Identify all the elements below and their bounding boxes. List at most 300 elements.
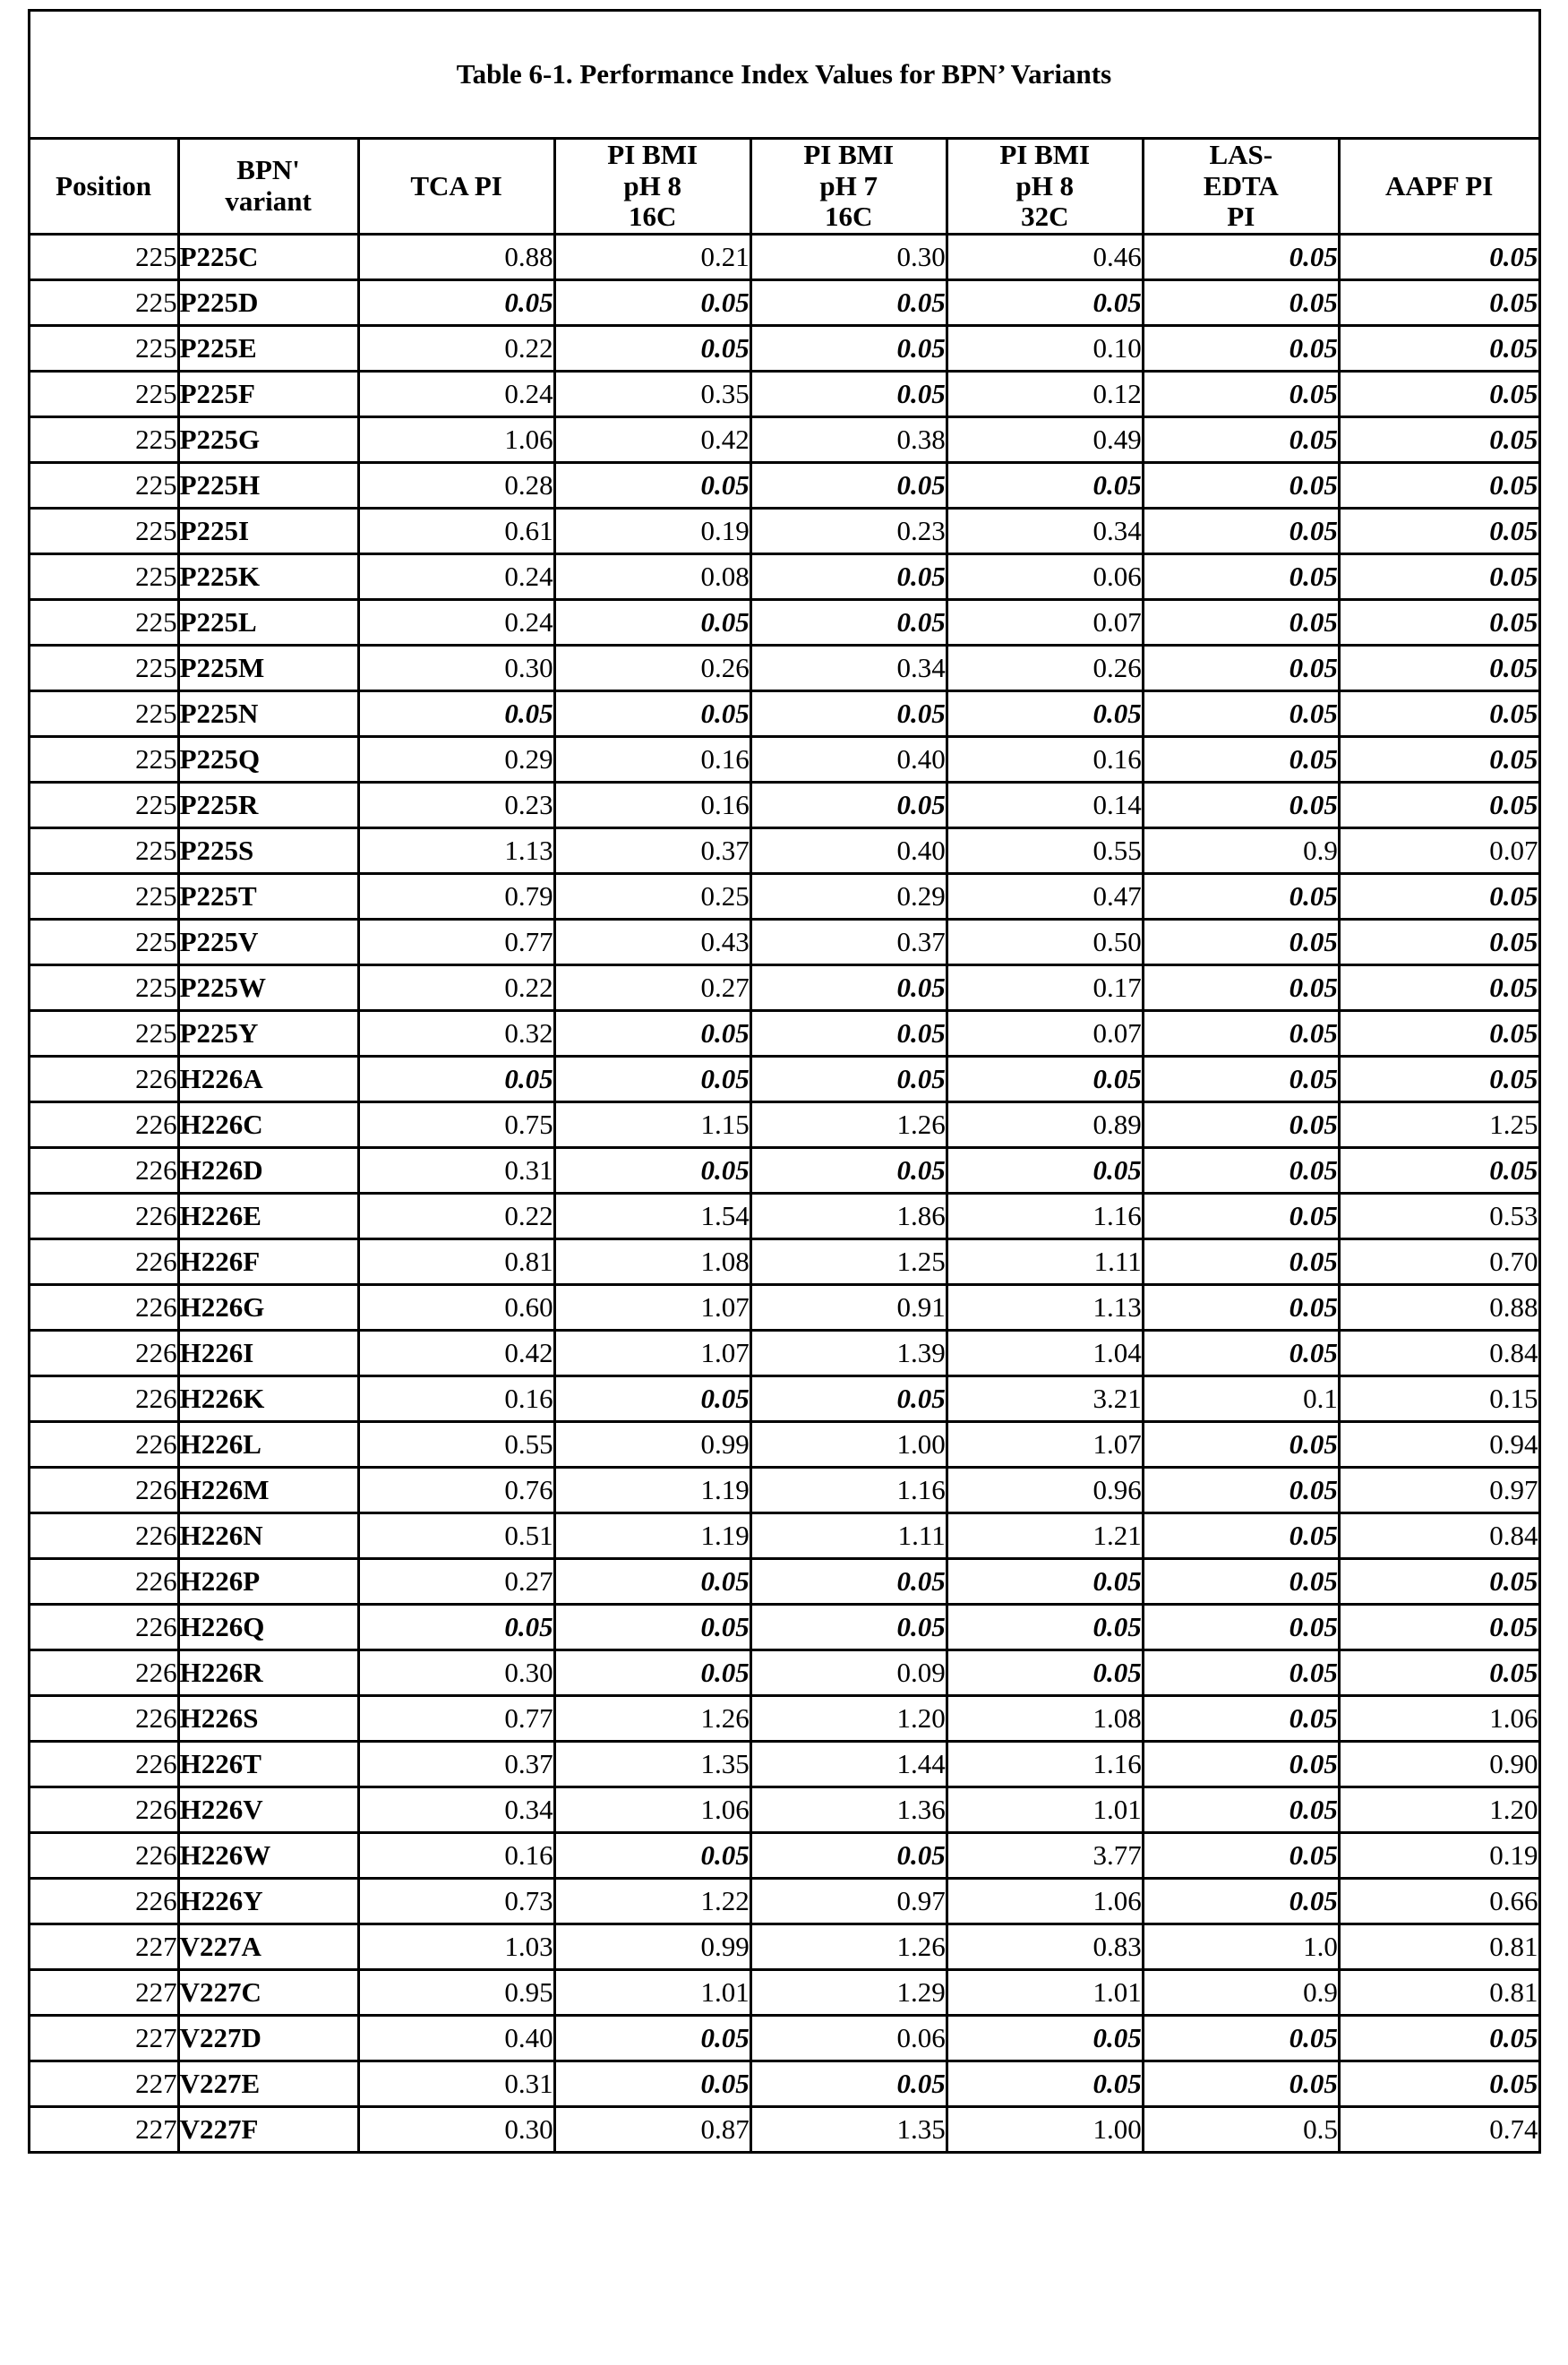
cell-position: 226 bbox=[29, 1331, 178, 1376]
cell-value: 0.05 bbox=[750, 463, 947, 509]
cell-value: 0.81 bbox=[1339, 1924, 1539, 1970]
cell-value: 1.06 bbox=[1339, 1696, 1539, 1742]
cell-value: 1.16 bbox=[750, 1468, 947, 1513]
table-row bbox=[29, 646, 1539, 691]
cell-value: 0.24 bbox=[358, 372, 554, 417]
cell-value: 0.05 bbox=[1339, 874, 1539, 920]
cell-value: 0.05 bbox=[947, 691, 1143, 737]
column-header-line: PI bbox=[1227, 201, 1255, 233]
cell-value: 0.05 bbox=[554, 1148, 750, 1194]
cell-value: 0.77 bbox=[358, 920, 554, 965]
cell-value: 0.1 bbox=[1143, 1376, 1339, 1422]
cell-variant: P225T bbox=[178, 874, 358, 920]
cell-value: 0.24 bbox=[358, 600, 554, 646]
table-row bbox=[29, 1239, 1539, 1285]
cell-variant: H226G bbox=[178, 1285, 358, 1331]
cell-value: 0.99 bbox=[554, 1924, 750, 1970]
cell-value: 0.77 bbox=[358, 1696, 554, 1742]
cell-value: 0.05 bbox=[1143, 1696, 1339, 1742]
cell-position: 226 bbox=[29, 1285, 178, 1331]
cell-variant: H226F bbox=[178, 1239, 358, 1285]
cell-value: 0.06 bbox=[947, 554, 1143, 600]
cell-value: 0.75 bbox=[358, 1102, 554, 1148]
table-row bbox=[29, 1194, 1539, 1239]
cell-value: 1.36 bbox=[750, 1787, 947, 1833]
cell-variant: P225N bbox=[178, 691, 358, 737]
cell-value: 0.05 bbox=[554, 1376, 750, 1422]
cell-position: 226 bbox=[29, 1239, 178, 1285]
cell-variant: H226V bbox=[178, 1787, 358, 1833]
table-row bbox=[29, 1102, 1539, 1148]
cell-value: 0.88 bbox=[1339, 1285, 1539, 1331]
table-row bbox=[29, 372, 1539, 417]
cell-value: 0.26 bbox=[554, 646, 750, 691]
cell-value: 0.05 bbox=[947, 280, 1143, 326]
cell-value: 0.05 bbox=[1339, 417, 1539, 463]
cell-value: 0.21 bbox=[554, 235, 750, 280]
cell-variant: H226D bbox=[178, 1148, 358, 1194]
table-row bbox=[29, 1787, 1539, 1833]
cell-value: 0.70 bbox=[1339, 1239, 1539, 1285]
cell-variant: H226Q bbox=[178, 1605, 358, 1650]
table-row bbox=[29, 828, 1539, 874]
column-header-1 bbox=[178, 139, 358, 235]
cell-variant: H226L bbox=[178, 1422, 358, 1468]
column-header-line: PI BMI bbox=[999, 139, 1091, 170]
column-header-line: TCA PI bbox=[410, 169, 502, 201]
cell-value: 0.05 bbox=[1143, 235, 1339, 280]
cell-position: 225 bbox=[29, 965, 178, 1011]
cell-position: 227 bbox=[29, 1970, 178, 2016]
cell-value: 0.05 bbox=[1339, 1650, 1539, 1696]
cell-value: 1.15 bbox=[554, 1102, 750, 1148]
cell-variant: V227D bbox=[178, 2016, 358, 2061]
cell-value: 0.05 bbox=[1339, 920, 1539, 965]
cell-value: 0.05 bbox=[1143, 463, 1339, 509]
cell-variant: H226P bbox=[178, 1559, 358, 1605]
cell-value: 0.05 bbox=[1339, 554, 1539, 600]
cell-variant: P225G bbox=[178, 417, 358, 463]
cell-value: 0.05 bbox=[947, 1057, 1143, 1102]
table-row bbox=[29, 1696, 1539, 1742]
cell-value: 0.83 bbox=[947, 1924, 1143, 1970]
cell-value: 0.05 bbox=[1143, 1422, 1339, 1468]
table-row bbox=[29, 1285, 1539, 1331]
cell-position: 226 bbox=[29, 1879, 178, 1924]
cell-value: 0.05 bbox=[1143, 2061, 1339, 2107]
cell-value: 0.99 bbox=[554, 1422, 750, 1468]
cell-value: 0.05 bbox=[1143, 326, 1339, 372]
cell-value: 0.05 bbox=[750, 1833, 947, 1879]
cell-value: 0.07 bbox=[947, 600, 1143, 646]
cell-value: 0.05 bbox=[1143, 1468, 1339, 1513]
cell-value: 1.00 bbox=[947, 2107, 1143, 2153]
cell-value: 1.35 bbox=[750, 2107, 947, 2153]
cell-value: 1.19 bbox=[554, 1513, 750, 1559]
cell-value: 1.11 bbox=[947, 1239, 1143, 1285]
cell-value: 0.05 bbox=[1339, 1559, 1539, 1605]
cell-value: 0.43 bbox=[554, 920, 750, 965]
table-row bbox=[29, 1879, 1539, 1924]
cell-variant: P225D bbox=[178, 280, 358, 326]
cell-value: 1.29 bbox=[750, 1970, 947, 2016]
cell-value: 0.05 bbox=[1143, 1011, 1339, 1057]
cell-value: 0.30 bbox=[358, 2107, 554, 2153]
cell-value: 0.29 bbox=[358, 737, 554, 783]
cell-value: 0.05 bbox=[1143, 2016, 1339, 2061]
cell-value: 0.05 bbox=[1143, 1513, 1339, 1559]
cell-position: 225 bbox=[29, 509, 178, 554]
cell-variant: H226S bbox=[178, 1696, 358, 1742]
cell-position: 226 bbox=[29, 1102, 178, 1148]
table-row bbox=[29, 326, 1539, 372]
cell-position: 225 bbox=[29, 417, 178, 463]
cell-value: 0.05 bbox=[1143, 1102, 1339, 1148]
cell-value: 0.05 bbox=[750, 1057, 947, 1102]
table-row bbox=[29, 783, 1539, 828]
column-header-2 bbox=[358, 139, 554, 235]
cell-value: 0.87 bbox=[554, 2107, 750, 2153]
column-header-6 bbox=[1143, 139, 1339, 235]
cell-value: 0.05 bbox=[1143, 280, 1339, 326]
cell-position: 225 bbox=[29, 737, 178, 783]
cell-value: 0.16 bbox=[358, 1833, 554, 1879]
cell-value: 0.31 bbox=[358, 2061, 554, 2107]
table-row bbox=[29, 1057, 1539, 1102]
cell-value: 0.5 bbox=[1143, 2107, 1339, 2153]
cell-value: 0.05 bbox=[750, 1605, 947, 1650]
table-row bbox=[29, 1833, 1539, 1879]
cell-value: 0.05 bbox=[1339, 691, 1539, 737]
cell-value: 0.34 bbox=[750, 646, 947, 691]
cell-variant: H226Y bbox=[178, 1879, 358, 1924]
column-header-line: EDTA bbox=[1203, 169, 1279, 201]
cell-value: 0.37 bbox=[750, 920, 947, 965]
cell-value: 1.16 bbox=[947, 1194, 1143, 1239]
cell-value: 0.46 bbox=[947, 235, 1143, 280]
cell-position: 226 bbox=[29, 1742, 178, 1787]
column-header-line: pH 8 bbox=[1015, 169, 1075, 201]
table-row bbox=[29, 1559, 1539, 1605]
cell-variant: P225S bbox=[178, 828, 358, 874]
table-row bbox=[29, 1924, 1539, 1970]
column-header-line: BPN' bbox=[236, 154, 300, 186]
cell-value: 0.05 bbox=[1143, 1148, 1339, 1194]
cell-value: 0.05 bbox=[1143, 1742, 1339, 1787]
cell-value: 0.05 bbox=[358, 280, 554, 326]
cell-value: 1.07 bbox=[554, 1285, 750, 1331]
cell-position: 227 bbox=[29, 2061, 178, 2107]
cell-value: 0.05 bbox=[1339, 326, 1539, 372]
cell-value: 0.05 bbox=[1143, 1650, 1339, 1696]
cell-value: 1.25 bbox=[750, 1239, 947, 1285]
cell-value: 0.05 bbox=[750, 783, 947, 828]
cell-value: 0.05 bbox=[358, 1057, 554, 1102]
cell-value: 0.27 bbox=[554, 965, 750, 1011]
cell-position: 225 bbox=[29, 463, 178, 509]
column-header-line: 16C bbox=[825, 201, 873, 233]
cell-value: 0.79 bbox=[358, 874, 554, 920]
cell-value: 0.38 bbox=[750, 417, 947, 463]
cell-value: 0.05 bbox=[750, 280, 947, 326]
cell-value: 0.84 bbox=[1339, 1331, 1539, 1376]
cell-value: 0.05 bbox=[1143, 691, 1339, 737]
cell-value: 0.81 bbox=[358, 1239, 554, 1285]
cell-position: 226 bbox=[29, 1513, 178, 1559]
cell-value: 1.13 bbox=[947, 1285, 1143, 1331]
cell-position: 226 bbox=[29, 1559, 178, 1605]
cell-position: 225 bbox=[29, 326, 178, 372]
cell-value: 0.24 bbox=[358, 554, 554, 600]
cell-value: 0.05 bbox=[1339, 1057, 1539, 1102]
cell-value: 1.22 bbox=[554, 1879, 750, 1924]
table-row bbox=[29, 1376, 1539, 1422]
cell-value: 0.23 bbox=[750, 509, 947, 554]
column-header-line: variant bbox=[225, 185, 312, 218]
cell-value: 1.86 bbox=[750, 1194, 947, 1239]
cell-value: 0.35 bbox=[554, 372, 750, 417]
cell-variant: H226I bbox=[178, 1331, 358, 1376]
cell-value: 0.05 bbox=[1339, 372, 1539, 417]
cell-value: 0.05 bbox=[1143, 1605, 1339, 1650]
cell-value: 0.95 bbox=[358, 1970, 554, 2016]
column-header-0 bbox=[29, 139, 178, 235]
cell-value: 0.90 bbox=[1339, 1742, 1539, 1787]
cell-variant: H226E bbox=[178, 1194, 358, 1239]
cell-position: 225 bbox=[29, 1011, 178, 1057]
cell-value: 0.05 bbox=[947, 1605, 1143, 1650]
cell-value: 1.26 bbox=[750, 1924, 947, 1970]
cell-position: 225 bbox=[29, 554, 178, 600]
column-header-line: 32C bbox=[1021, 201, 1069, 233]
cell-value: 0.05 bbox=[554, 2016, 750, 2061]
cell-position: 226 bbox=[29, 1833, 178, 1879]
cell-value: 0.07 bbox=[947, 1011, 1143, 1057]
cell-value: 0.05 bbox=[750, 965, 947, 1011]
cell-variant: V227C bbox=[178, 1970, 358, 2016]
cell-position: 226 bbox=[29, 1696, 178, 1742]
cell-value: 1.0 bbox=[1143, 1924, 1339, 1970]
cell-value: 0.05 bbox=[1143, 1559, 1339, 1605]
column-header-line: 16C bbox=[628, 201, 677, 233]
cell-value: 0.42 bbox=[358, 1331, 554, 1376]
column-header-line: LAS- bbox=[1209, 139, 1273, 170]
cell-value: 0.05 bbox=[554, 1833, 750, 1879]
cell-position: 227 bbox=[29, 1924, 178, 1970]
table-row bbox=[29, 235, 1539, 280]
cell-value: 0.05 bbox=[554, 1559, 750, 1605]
cell-value: 0.05 bbox=[554, 280, 750, 326]
cell-value: 0.30 bbox=[358, 1650, 554, 1696]
cell-value: 0.05 bbox=[1339, 1148, 1539, 1194]
table-row bbox=[29, 1605, 1539, 1650]
cell-value: 1.35 bbox=[554, 1742, 750, 1787]
cell-value: 1.54 bbox=[554, 1194, 750, 1239]
table-title-row bbox=[29, 11, 1539, 139]
cell-value: 1.26 bbox=[750, 1102, 947, 1148]
cell-variant: P225E bbox=[178, 326, 358, 372]
cell-value: 0.05 bbox=[750, 691, 947, 737]
cell-value: 1.11 bbox=[750, 1513, 947, 1559]
cell-value: 0.50 bbox=[947, 920, 1143, 965]
cell-value: 0.61 bbox=[358, 509, 554, 554]
cell-value: 0.55 bbox=[947, 828, 1143, 874]
column-header-3 bbox=[554, 139, 750, 235]
column-header-line: pH 7 bbox=[819, 169, 878, 201]
cell-variant: P225R bbox=[178, 783, 358, 828]
cell-value: 0.37 bbox=[358, 1742, 554, 1787]
table-row bbox=[29, 2016, 1539, 2061]
cell-value: 0.73 bbox=[358, 1879, 554, 1924]
cell-value: 0.26 bbox=[947, 646, 1143, 691]
cell-value: 0.05 bbox=[750, 326, 947, 372]
cell-value: 0.97 bbox=[1339, 1468, 1539, 1513]
cell-value: 0.05 bbox=[554, 1057, 750, 1102]
cell-variant: H226C bbox=[178, 1102, 358, 1148]
cell-position: 225 bbox=[29, 235, 178, 280]
cell-variant: H226A bbox=[178, 1057, 358, 1102]
cell-value: 0.05 bbox=[1143, 1057, 1339, 1102]
cell-value: 0.76 bbox=[358, 1468, 554, 1513]
cell-value: 0.05 bbox=[554, 691, 750, 737]
cell-value: 0.89 bbox=[947, 1102, 1143, 1148]
cell-value: 0.51 bbox=[358, 1513, 554, 1559]
table-row bbox=[29, 509, 1539, 554]
cell-value: 0.81 bbox=[1339, 1970, 1539, 2016]
column-header-7 bbox=[1339, 139, 1539, 235]
cell-value: 0.12 bbox=[947, 372, 1143, 417]
cell-value: 0.05 bbox=[358, 1605, 554, 1650]
column-header-line: AAPF PI bbox=[1385, 169, 1494, 201]
cell-value: 0.16 bbox=[947, 737, 1143, 783]
cell-value: 0.55 bbox=[358, 1422, 554, 1468]
cell-value: 0.15 bbox=[1339, 1376, 1539, 1422]
cell-value: 0.25 bbox=[554, 874, 750, 920]
cell-value: 0.17 bbox=[947, 965, 1143, 1011]
cell-variant: P225K bbox=[178, 554, 358, 600]
cell-value: 0.09 bbox=[750, 1650, 947, 1696]
cell-variant: P225W bbox=[178, 965, 358, 1011]
cell-value: 1.06 bbox=[554, 1787, 750, 1833]
cell-value: 1.07 bbox=[947, 1422, 1143, 1468]
cell-value: 0.84 bbox=[1339, 1513, 1539, 1559]
cell-value: 0.05 bbox=[1143, 783, 1339, 828]
cell-position: 225 bbox=[29, 920, 178, 965]
table-row bbox=[29, 1513, 1539, 1559]
cell-value: 0.16 bbox=[554, 737, 750, 783]
cell-value: 3.77 bbox=[947, 1833, 1143, 1879]
cell-value: 0.9 bbox=[1143, 828, 1339, 874]
cell-value: 1.25 bbox=[1339, 1102, 1539, 1148]
table-row bbox=[29, 874, 1539, 920]
cell-value: 0.16 bbox=[554, 783, 750, 828]
cell-value: 0.40 bbox=[358, 2016, 554, 2061]
table-row bbox=[29, 2061, 1539, 2107]
cell-variant: P225F bbox=[178, 372, 358, 417]
cell-value: 0.05 bbox=[1339, 965, 1539, 1011]
cell-value: 0.05 bbox=[947, 2061, 1143, 2107]
cell-value: 0.05 bbox=[1339, 783, 1539, 828]
cell-value: 0.05 bbox=[947, 2016, 1143, 2061]
cell-value: 1.21 bbox=[947, 1513, 1143, 1559]
cell-value: 1.07 bbox=[554, 1331, 750, 1376]
cell-value: 0.05 bbox=[1143, 874, 1339, 920]
column-header-line: PI BMI bbox=[803, 139, 895, 170]
cell-value: 0.05 bbox=[358, 691, 554, 737]
cell-value: 0.96 bbox=[947, 1468, 1143, 1513]
cell-value: 0.29 bbox=[750, 874, 947, 920]
cell-position: 226 bbox=[29, 1650, 178, 1696]
column-header-5 bbox=[947, 139, 1143, 235]
table-row bbox=[29, 1970, 1539, 2016]
table-row bbox=[29, 554, 1539, 600]
cell-variant: P225H bbox=[178, 463, 358, 509]
cell-value: 1.16 bbox=[947, 1742, 1143, 1787]
table-row bbox=[29, 1331, 1539, 1376]
cell-value: 0.74 bbox=[1339, 2107, 1539, 2153]
cell-value: 0.22 bbox=[358, 1194, 554, 1239]
cell-value: 0.05 bbox=[1143, 1331, 1339, 1376]
cell-value: 0.05 bbox=[554, 1011, 750, 1057]
cell-value: 0.05 bbox=[750, 1376, 947, 1422]
cell-value: 0.06 bbox=[750, 2016, 947, 2061]
cell-position: 227 bbox=[29, 2016, 178, 2061]
cell-value: 0.05 bbox=[554, 326, 750, 372]
cell-position: 225 bbox=[29, 783, 178, 828]
cell-value: 0.05 bbox=[554, 1605, 750, 1650]
cell-variant: P225Y bbox=[178, 1011, 358, 1057]
cell-value: 0.22 bbox=[358, 326, 554, 372]
cell-value: 0.94 bbox=[1339, 1422, 1539, 1468]
cell-value: 0.05 bbox=[750, 600, 947, 646]
table-row bbox=[29, 691, 1539, 737]
cell-value: 0.07 bbox=[1339, 828, 1539, 874]
cell-value: 0.28 bbox=[358, 463, 554, 509]
table-row bbox=[29, 737, 1539, 783]
cell-position: 226 bbox=[29, 1422, 178, 1468]
cell-value: 1.13 bbox=[358, 828, 554, 874]
cell-value: 0.14 bbox=[947, 783, 1143, 828]
cell-variant: H226W bbox=[178, 1833, 358, 1879]
table-row bbox=[29, 280, 1539, 326]
cell-value: 0.34 bbox=[947, 509, 1143, 554]
table-row bbox=[29, 965, 1539, 1011]
column-header-line: pH 8 bbox=[623, 169, 681, 201]
cell-variant: V227A bbox=[178, 1924, 358, 1970]
cell-variant: H226R bbox=[178, 1650, 358, 1696]
performance-index-table bbox=[28, 9, 1541, 2154]
table-row bbox=[29, 2107, 1539, 2153]
cell-value: 1.08 bbox=[947, 1696, 1143, 1742]
cell-value: 0.05 bbox=[947, 1559, 1143, 1605]
cell-variant: H226T bbox=[178, 1742, 358, 1787]
cell-variant: P225C bbox=[178, 235, 358, 280]
cell-variant: P225M bbox=[178, 646, 358, 691]
cell-value: 0.88 bbox=[358, 235, 554, 280]
cell-value: 0.97 bbox=[750, 1879, 947, 1924]
cell-variant: H226M bbox=[178, 1468, 358, 1513]
cell-value: 1.06 bbox=[358, 417, 554, 463]
cell-value: 0.05 bbox=[1143, 417, 1339, 463]
cell-value: 0.05 bbox=[1339, 600, 1539, 646]
cell-value: 0.40 bbox=[750, 737, 947, 783]
cell-value: 0.05 bbox=[1339, 1011, 1539, 1057]
cell-variant: P225L bbox=[178, 600, 358, 646]
cell-value: 1.26 bbox=[554, 1696, 750, 1742]
cell-value: 1.06 bbox=[947, 1879, 1143, 1924]
cell-value: 0.05 bbox=[1143, 965, 1339, 1011]
cell-value: 1.19 bbox=[554, 1468, 750, 1513]
